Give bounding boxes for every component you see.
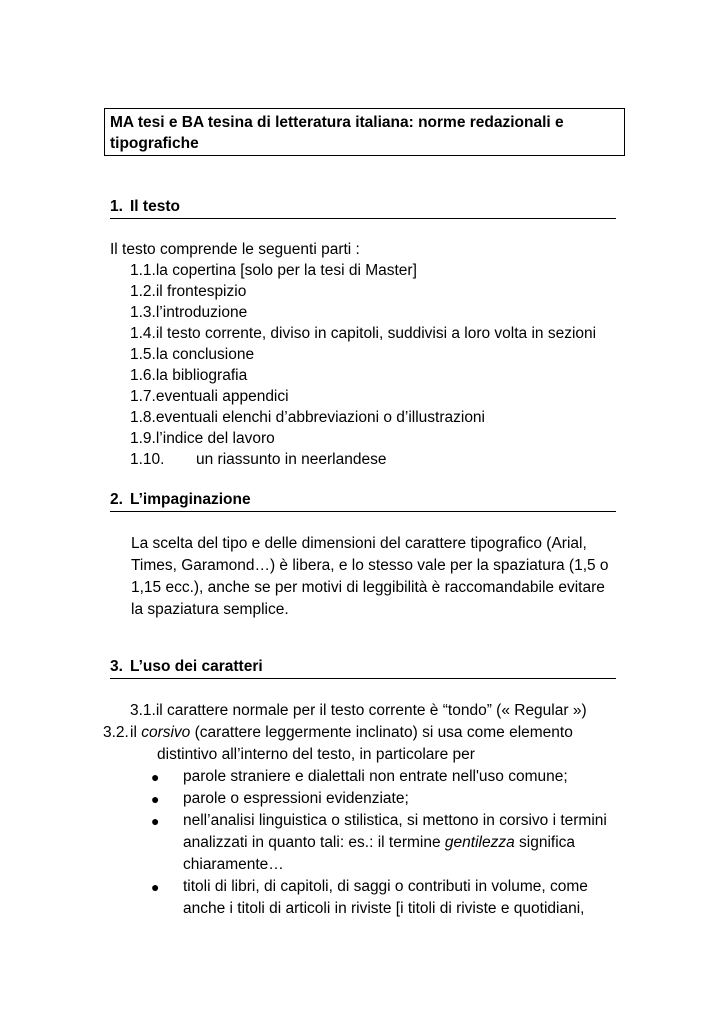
document-title: MA tesi e BA tesina di letteratura italiana: norme redazionali e tipografiche xyxy=(104,108,625,156)
list-item: 1.10. un riassunto in neerlandese xyxy=(130,451,387,468)
list-item: 1.1.la copertina [solo per la tesi di Master] xyxy=(130,262,417,279)
bullet-item: ● parole straniere e dialettali non entrate nell'uso comune; xyxy=(130,766,620,788)
bullet-item: ● nell’analisi linguistica o stilistica, si mettono in corsivo i termini analizzati in quanto tali: es.: il termine gentilezza significa chiaramente… xyxy=(151,812,607,873)
section-number: 2. xyxy=(110,491,123,508)
section-title: L’impaginazione xyxy=(130,491,251,508)
section-2-heading xyxy=(110,489,616,512)
list-item: 3.2.il corsivo (carattere leggermente inclinato) si usa come elemento distintivo all’interno del testo, in particolare per xyxy=(103,724,573,763)
bullet-icon: ● xyxy=(151,769,160,785)
italic-term: gentilezza xyxy=(444,834,515,851)
section-2-paragraph: La scelta del tipo e delle dimensioni del carattere tipografico (Arial, Times, Garamond…) è libera, e lo stesso vale per la spaziatura (1,5 o 1,15 ecc.), anche se per motivi di leggibilità è raccomandabile evitare la spaziatura semplice. xyxy=(131,535,609,618)
list-item: 1.4.il testo corrente, diviso in capitoli, suddivisi a loro volta in sezioni xyxy=(130,325,597,342)
section-title: L’uso dei caratteri xyxy=(130,658,263,675)
bullet-icon: ● xyxy=(151,813,160,829)
section-1-heading xyxy=(110,196,616,219)
bullet-icon: ● xyxy=(151,791,160,807)
section-1-body xyxy=(110,239,630,470)
bullet-item: ● parole o espressioni evidenziate; xyxy=(130,788,620,810)
list-item: 1.5.la conclusione xyxy=(130,346,255,363)
italic-term: corsivo xyxy=(141,724,191,741)
list-item: 1.7.eventuali appendici xyxy=(130,388,289,405)
list-item: 1.3.l’introduzione xyxy=(130,304,248,321)
list-item: 3.1.il carattere normale per il testo corrente è “tondo” (« Regular ») xyxy=(130,702,587,719)
section-3-heading xyxy=(110,656,616,679)
section-title: Il testo xyxy=(130,198,180,215)
section-1-intro: Il testo comprende le seguenti parti : xyxy=(110,241,360,258)
list-item: 1.8.eventuali elenchi d’abbreviazioni o d’illustrazioni xyxy=(130,409,485,426)
section-3-body xyxy=(103,700,620,920)
bullet-icon: ● xyxy=(151,879,160,895)
list-item: 1.9.l’indice del lavoro xyxy=(130,430,275,447)
bullet-item: ● titoli di libri, di capitoli, di saggi o contributi in volume, come anche i titoli di articoli in riviste [i titoli di riviste e quotidiani, xyxy=(151,878,588,917)
section-number: 1. xyxy=(110,198,123,215)
section-number: 3. xyxy=(110,658,123,675)
list-item: 1.2.il frontespizio xyxy=(130,283,247,300)
list-item: 1.6.la bibliografia xyxy=(130,367,248,384)
